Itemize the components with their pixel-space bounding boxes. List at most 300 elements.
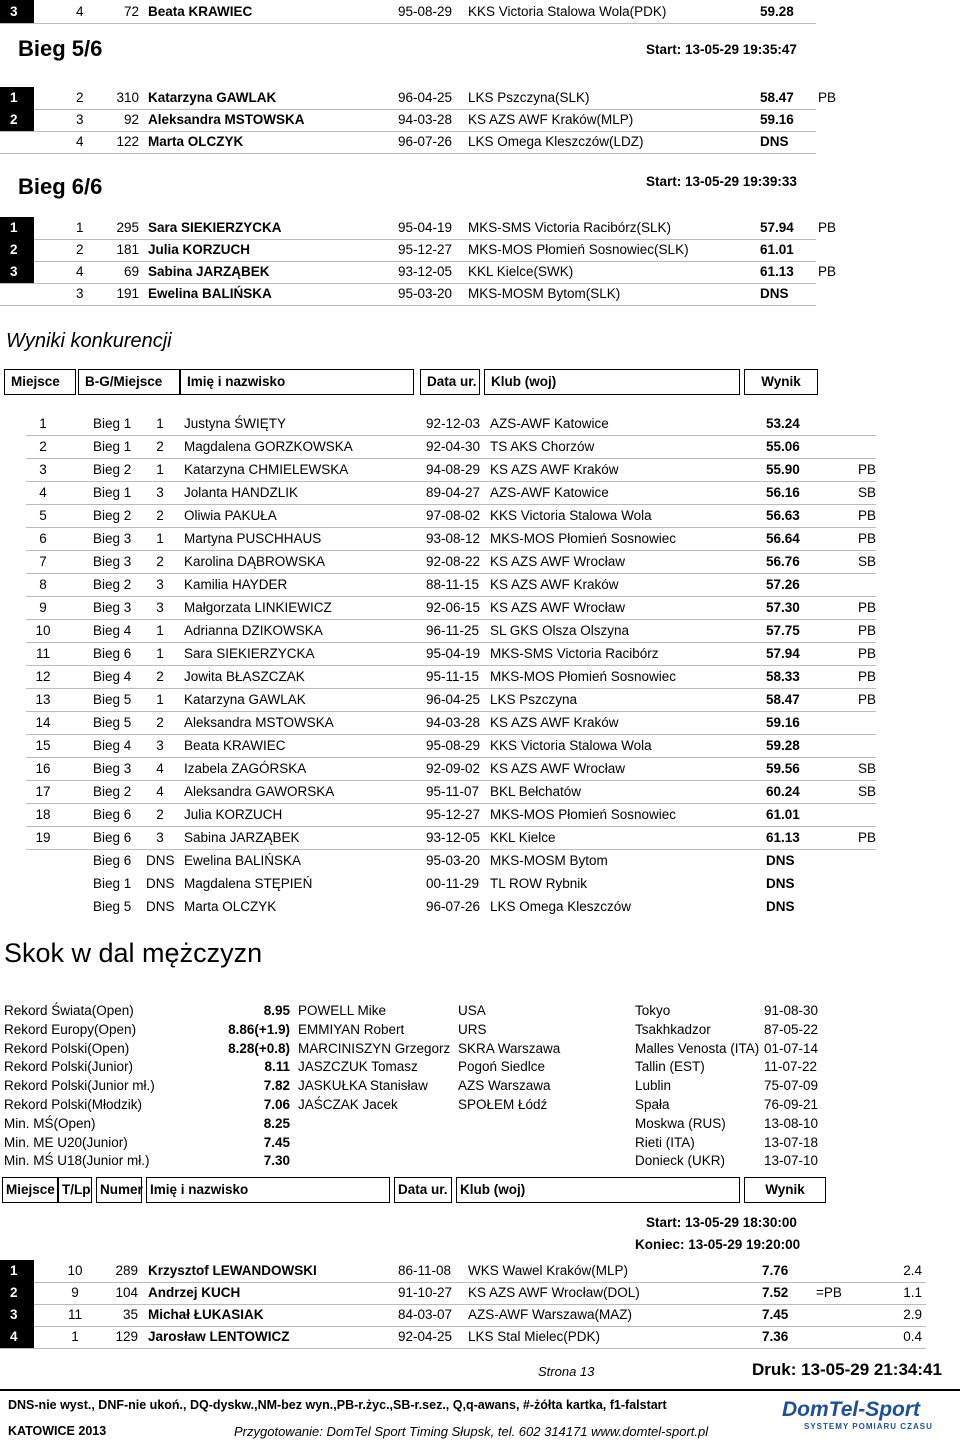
date-of-birth: 95-04-19 [398, 220, 453, 235]
athlete-name: Ewelina BALIŃSKA [148, 286, 272, 301]
overall-place: 7 [39, 554, 47, 569]
record-note: PB [858, 830, 877, 845]
record-location: Spała [635, 1097, 670, 1112]
overall-place: 19 [35, 830, 51, 845]
record-row [0, 1095, 960, 1114]
result-row [0, 505, 960, 527]
record-row [0, 1133, 960, 1152]
record-holder: JASZCZUK Tomasz [298, 1059, 418, 1075]
club: KKL Kielce [490, 830, 556, 845]
record-location: Tallin (EST) [635, 1059, 705, 1075]
place-cell [0, 1, 34, 23]
trial-order: 9 [71, 1285, 79, 1300]
date-of-birth: 93-12-05 [398, 264, 453, 279]
record-row [0, 1076, 960, 1095]
bib-number: 181 [116, 242, 139, 257]
record-date: 13-07-10 [764, 1153, 819, 1169]
result-row [0, 413, 960, 435]
overall-place: 12 [35, 669, 51, 684]
wind: 2.9 [903, 1307, 922, 1322]
heat-result-row [0, 283, 960, 305]
place-cell [0, 1260, 34, 1282]
athlete-name: Ewelina BALIŃSKA [184, 853, 302, 868]
column-header-result: Wynik [744, 1177, 826, 1203]
athlete-name: Beata KRAWIEC [184, 738, 286, 753]
record-row [0, 1057, 960, 1076]
result-row [0, 597, 960, 619]
athlete-name: Beata KRAWIEC [148, 4, 253, 19]
record-date: 11-07-22 [764, 1059, 818, 1075]
date-of-birth: 91-10-27 [398, 1285, 453, 1300]
record-note: PB [858, 646, 877, 661]
column-header-heat-place: B-G/Miejsce [78, 369, 180, 395]
footer-divider [0, 1389, 960, 1391]
heat-place: 2 [156, 439, 164, 454]
athlete-name: Michał ŁUKASIAK [148, 1307, 264, 1322]
result-row [0, 735, 960, 757]
heat: Bieg 3 [93, 531, 132, 546]
record-note: PB [818, 90, 837, 105]
record-date: 87-05-22 [764, 1021, 819, 1037]
date-of-birth: 95-04-19 [426, 646, 481, 661]
heat-place: 4 [156, 784, 164, 799]
result-row [0, 666, 960, 688]
bib-number: 35 [122, 1307, 138, 1322]
result: DNS [760, 134, 789, 149]
athlete-name: Izabela ZAGÓRSKA [184, 761, 307, 776]
heat: Bieg 3 [93, 554, 132, 569]
result: 61.13 [760, 264, 794, 279]
record-holder: JASKUŁKA Stanisław [298, 1078, 428, 1094]
lane: 2 [76, 90, 84, 105]
result-row [0, 643, 960, 665]
date-of-birth: 95-03-20 [398, 286, 453, 301]
result: 57.75 [766, 623, 800, 638]
heat-start-time: Start: 13-05-29 19:39:33 [646, 174, 797, 189]
club: KS AZS AWF Kraków(MLP) [468, 112, 634, 127]
result: 53.24 [766, 416, 800, 431]
record-label: Min. MŚ(Open) [4, 1115, 96, 1131]
record-value: 7.30 [263, 1153, 290, 1169]
overall-place: 3 [39, 462, 47, 477]
heat: Bieg 6 [93, 807, 132, 822]
section-title: Wyniki konkurencji [6, 330, 172, 352]
row-divider [0, 23, 816, 24]
date-of-birth: 95-12-27 [426, 807, 481, 822]
place: 1 [10, 1263, 18, 1278]
place-cell [0, 1326, 34, 1348]
result: 61.01 [760, 242, 794, 257]
result: 57.30 [766, 600, 800, 615]
row-divider [0, 305, 816, 306]
record-value: 7.45 [263, 1134, 290, 1150]
record-country-club: SPOŁEM Łódź [458, 1097, 548, 1112]
record-label: Rekord Polski(Młodzik) [4, 1097, 143, 1112]
result: DNS [766, 899, 795, 914]
result: 59.28 [760, 4, 794, 19]
place-cell [0, 261, 34, 283]
club: KS AZS AWF Wrocław(DOL) [468, 1285, 640, 1300]
heat: Bieg 3 [93, 761, 132, 776]
athlete-name: Sara SIEKIERZYCKA [148, 220, 282, 235]
bib-number: 92 [123, 112, 139, 127]
record-label: Rekord Polski(Junior mł.) [4, 1078, 155, 1094]
record-note: PB [858, 600, 877, 615]
date-of-birth: 96-07-26 [426, 899, 481, 914]
club: LKS Stal Mielec(PDK) [468, 1329, 601, 1344]
club: LKS Omega Kleszczów [490, 899, 632, 914]
result: 58.47 [766, 692, 800, 707]
lane: 4 [76, 134, 84, 149]
place: 3 [10, 4, 18, 19]
athlete-name: Aleksandra MSTOWSKA [184, 715, 334, 730]
record-location: Tokyo [635, 1003, 671, 1018]
athlete-name: Justyna ŚWIĘTY [184, 416, 287, 431]
heat: Bieg 2 [93, 577, 132, 592]
record-location: Lublin [635, 1078, 672, 1094]
overall-place: 14 [35, 715, 51, 730]
club: KS AZS AWF Wrocław [490, 600, 626, 615]
date-of-birth: 95-08-29 [398, 4, 453, 19]
overall-place: 15 [35, 738, 51, 753]
heat-result-row [0, 131, 960, 153]
athlete-name: Kamilia HAYDER [184, 577, 288, 592]
athlete-name: Aleksandra GAWORSKA [184, 784, 335, 799]
athlete-name: Jowita BŁASZCZAK [184, 669, 305, 684]
club: KKS Victoria Stalowa Wola [490, 508, 652, 523]
record-note: PB [858, 531, 877, 546]
record-country-club: USA [458, 1003, 486, 1018]
heat: Bieg 5 [93, 692, 132, 707]
club: MKS-MOSM Bytom(SLK) [468, 286, 621, 301]
date-of-birth: 92-04-30 [426, 439, 481, 454]
record-location: Malles Venosta (ITA) [635, 1040, 760, 1056]
record-note: SB [858, 784, 877, 799]
date-of-birth: 94-08-29 [426, 462, 481, 477]
place-cell [0, 109, 34, 131]
bib-number: 104 [115, 1285, 138, 1300]
athlete-name: Krzysztof LEWANDOWSKI [148, 1263, 317, 1278]
club: KKS Victoria Stalowa Wola [490, 738, 652, 753]
club: LKS Omega Kleszczów(LDZ) [468, 134, 644, 149]
record-label: Rekord Świata(Open) [4, 1003, 134, 1018]
record-value: 8.25 [263, 1115, 290, 1131]
date-of-birth: 93-08-12 [426, 531, 481, 546]
trial-order: 1 [71, 1329, 79, 1344]
result-row [0, 781, 960, 803]
result: DNS [766, 876, 795, 891]
result-row [0, 804, 960, 826]
club: KKL Kielce(SWK) [468, 264, 574, 279]
athlete-name: Jolanta HANDZLIK [184, 485, 299, 500]
heat: Bieg 6 [93, 853, 132, 868]
date-of-birth: 92-06-15 [426, 600, 481, 615]
bib-number: 191 [116, 286, 139, 301]
column-header-dob: Data ur. [420, 369, 480, 395]
result: 59.16 [766, 715, 800, 730]
lane: 3 [76, 112, 84, 127]
record-note: PB [858, 462, 877, 477]
athlete-name: Sara SIEKIERZYCKA [184, 646, 315, 661]
column-header-name: Imię i nazwisko [180, 369, 414, 395]
club: AZS-AWF Katowice [490, 485, 609, 500]
record-country-club: SKRA Warszawa [458, 1040, 561, 1056]
heat-place: 1 [156, 462, 164, 477]
record-holder: POWELL Mike [298, 1003, 387, 1018]
jump-result-row [0, 1326, 960, 1348]
result-row [0, 873, 960, 895]
result-row [0, 482, 960, 504]
overall-place: 18 [35, 807, 51, 822]
record-note: PB [818, 264, 837, 279]
result-row [0, 712, 960, 734]
athlete-name: Magdalena GORZKOWSKA [184, 439, 353, 454]
heat-result-row [0, 109, 960, 131]
heat-place: 2 [156, 669, 164, 684]
column-header-tlp: T/Lp [58, 1177, 92, 1203]
date-of-birth: 94-03-28 [426, 715, 481, 730]
overall-place: 5 [39, 508, 47, 523]
heat-title: Bieg 5/6 [18, 36, 103, 61]
result: 56.16 [766, 485, 800, 500]
result: DNS [766, 853, 795, 868]
column-header-result: Wynik [744, 369, 818, 395]
heat: Bieg 5 [93, 715, 132, 730]
athlete-name: Magdalena STĘPIEŃ [184, 876, 313, 891]
lane: 3 [76, 286, 84, 301]
result-row [0, 896, 960, 918]
heat-result-row [0, 239, 960, 261]
date-of-birth: 92-08-22 [426, 554, 481, 569]
club: MKS-MOS Płomień Sosnowiec [490, 807, 677, 822]
club: LKS Pszczyna [490, 692, 578, 707]
record-country-club: AZS Warszawa [458, 1078, 551, 1094]
result: 58.47 [760, 90, 794, 105]
jump-result-row [0, 1282, 960, 1304]
record-note: PB [858, 623, 877, 638]
date-of-birth: 92-09-02 [426, 761, 481, 776]
heat-place: 2 [156, 554, 164, 569]
place-cell [0, 87, 34, 109]
heat-place: 1 [156, 623, 164, 638]
club: MKS-MOS Płomień Sosnowiec [490, 669, 677, 684]
heat-result-row [0, 87, 960, 109]
date-of-birth: 84-03-07 [398, 1307, 453, 1322]
record-value: 8.28(+0.8) [228, 1040, 290, 1056]
date-of-birth: 92-04-25 [398, 1329, 453, 1344]
result-row [0, 827, 960, 849]
column-header-name: Imię i nazwisko [146, 1177, 390, 1203]
date-of-birth: 94-03-28 [398, 112, 453, 127]
print-timestamp: Druk: 13-05-29 21:34:41 [752, 1360, 942, 1379]
result-row [0, 620, 960, 642]
athlete-name: Jarosław LENTOWICZ [148, 1329, 290, 1344]
bib-number: 129 [115, 1329, 138, 1344]
record-date: 91-08-30 [764, 1003, 819, 1018]
athlete-name: Karolina DĄBROWSKA [184, 554, 326, 569]
wind: 2.4 [903, 1263, 922, 1278]
place: 1 [10, 90, 18, 105]
place: 2 [10, 242, 18, 257]
record-note: SB [858, 761, 877, 776]
record-note: =PB [816, 1285, 842, 1300]
result: 7.36 [762, 1329, 789, 1344]
heat-place: DNS [146, 899, 175, 914]
overall-place: 2 [39, 439, 47, 454]
date-of-birth: 95-12-27 [398, 242, 453, 257]
result-row [0, 850, 960, 872]
logo-text: DomTel-Sport [782, 1398, 921, 1421]
wind: 0.4 [903, 1329, 922, 1344]
result: 56.76 [766, 554, 800, 569]
result: 59.16 [760, 112, 794, 127]
record-label: Min. ME U20(Junior) [4, 1134, 128, 1150]
lane: 2 [76, 242, 84, 257]
date-of-birth: 97-08-02 [426, 508, 481, 523]
overall-place: 11 [35, 646, 50, 661]
heat-place: 3 [156, 600, 164, 615]
column-header-place: Miejsce [2, 1177, 58, 1203]
place: 1 [10, 220, 18, 235]
heat: Bieg 1 [93, 485, 132, 500]
heat-title: Bieg 6/6 [18, 174, 103, 199]
lane: 4 [76, 264, 84, 279]
record-row [0, 1114, 960, 1133]
club: KS AZS AWF Wrocław [490, 761, 626, 776]
result: 57.26 [766, 577, 800, 592]
athlete-name: Martyna PUSCHHAUS [184, 531, 322, 546]
athlete-name: Sabina JARZĄBEK [184, 830, 300, 845]
club: LKS Pszczyna(SLK) [468, 90, 590, 105]
record-date: 75-07-09 [764, 1078, 819, 1094]
athlete-name: Małgorzata LINKIEWICZ [184, 600, 332, 615]
column-header-club: Klub (woj) [484, 369, 740, 395]
record-row [0, 1151, 960, 1170]
heat-place: 3 [156, 485, 164, 500]
result-row [0, 459, 960, 481]
row-divider [0, 153, 816, 154]
heat: Bieg 2 [93, 462, 132, 477]
overall-place: 17 [35, 784, 51, 799]
heat: Bieg 4 [93, 738, 132, 753]
club: BKL Bełchatów [490, 784, 582, 799]
bib-number: 122 [116, 134, 139, 149]
record-country-club: URS [458, 1021, 487, 1037]
date-of-birth: 92-12-03 [426, 416, 481, 431]
trial-order: 10 [67, 1263, 83, 1278]
club: MKS-MOS Płomień Sosnowiec [490, 531, 677, 546]
heat-place: 3 [156, 577, 164, 592]
record-note: PB [858, 669, 877, 684]
club: KS AZS AWF Wrocław [490, 554, 626, 569]
result: 7.52 [762, 1285, 789, 1300]
heat-result-row [0, 217, 960, 239]
heat-place: 2 [156, 715, 164, 730]
club: AZS-AWF Warszawa(MAZ) [468, 1307, 632, 1322]
place-cell [0, 239, 34, 261]
column-header-dob: Data ur. [394, 1177, 452, 1203]
result: 57.94 [766, 646, 800, 661]
heat: Bieg 4 [93, 623, 132, 638]
overall-place: 9 [39, 600, 47, 615]
overall-place: 13 [35, 692, 51, 707]
date-of-birth: 95-11-07 [426, 784, 480, 799]
athlete-name: Andrzej KUCH [148, 1285, 241, 1300]
jump-result-row [0, 1304, 960, 1326]
athlete-name: Oliwia PAKUŁA [184, 508, 277, 523]
record-date: 01-07-14 [764, 1040, 819, 1056]
result: 57.94 [760, 220, 794, 235]
result: 61.01 [766, 807, 800, 822]
record-row [0, 1039, 960, 1058]
date-of-birth: 96-04-25 [398, 90, 453, 105]
heat: Bieg 1 [93, 416, 132, 431]
heat-result-row [0, 1, 960, 23]
record-location: Donieck (UKR) [635, 1153, 726, 1169]
result-row [0, 758, 960, 780]
lane: 4 [76, 4, 84, 19]
record-holder: JAŚCZAK Jacek [298, 1097, 398, 1112]
heat: Bieg 6 [93, 830, 132, 845]
club: KS AZS AWF Kraków [490, 577, 619, 592]
heat-place: 4 [156, 761, 164, 776]
result: 55.90 [766, 462, 800, 477]
record-date: 13-08-10 [764, 1115, 819, 1131]
overall-place: 8 [39, 577, 47, 592]
place: 2 [10, 112, 18, 127]
record-note: SB [858, 554, 877, 569]
lane: 1 [76, 220, 84, 235]
club: MKS-SMS Victoria Racibórz [490, 646, 659, 661]
record-label: Min. MŚ U18(Junior mł.) [4, 1153, 150, 1169]
column-header-place: Miejsce [4, 369, 76, 395]
record-country-club: Pogoń Siedlce [458, 1059, 546, 1075]
date-of-birth: 96-11-25 [426, 623, 480, 638]
athlete-name: Katarzyna GAWLAK [148, 90, 277, 105]
heat: Bieg 1 [93, 876, 132, 891]
column-header-number: Numer [96, 1177, 142, 1203]
heat-place: 1 [156, 416, 164, 431]
place: 4 [10, 1329, 18, 1344]
athlete-name: Marta OLCZYK [148, 134, 244, 149]
heat: Bieg 1 [93, 439, 132, 454]
heat: Bieg 4 [93, 669, 132, 684]
record-value: 8.86(+1.9) [228, 1021, 290, 1037]
record-value: 8.11 [264, 1059, 290, 1075]
overall-place: 1 [39, 416, 47, 431]
date-of-birth: 95-03-20 [426, 853, 481, 868]
record-note: SB [858, 485, 877, 500]
result: 61.13 [766, 830, 800, 845]
club: WKS Wawel Kraków(MLP) [468, 1263, 629, 1278]
place-cell [0, 217, 34, 239]
wind: 1.1 [903, 1285, 922, 1300]
athlete-name: Marta OLCZYK [184, 899, 277, 914]
record-note: PB [818, 220, 837, 235]
event-title: Skok w dal mężczyzn [4, 938, 263, 968]
result: 56.63 [766, 508, 800, 523]
record-note: PB [858, 508, 877, 523]
result: DNS [760, 286, 789, 301]
heat-place: DNS [146, 853, 175, 868]
jump-result-row [0, 1260, 960, 1282]
date-of-birth: 95-11-15 [426, 669, 480, 684]
heat-place: 1 [156, 646, 164, 661]
record-location: Rieti (ITA) [635, 1134, 695, 1150]
date-of-birth: 86-11-08 [398, 1263, 452, 1278]
result-row [0, 528, 960, 550]
club: SL GKS Olsza Olszyna [490, 623, 630, 638]
